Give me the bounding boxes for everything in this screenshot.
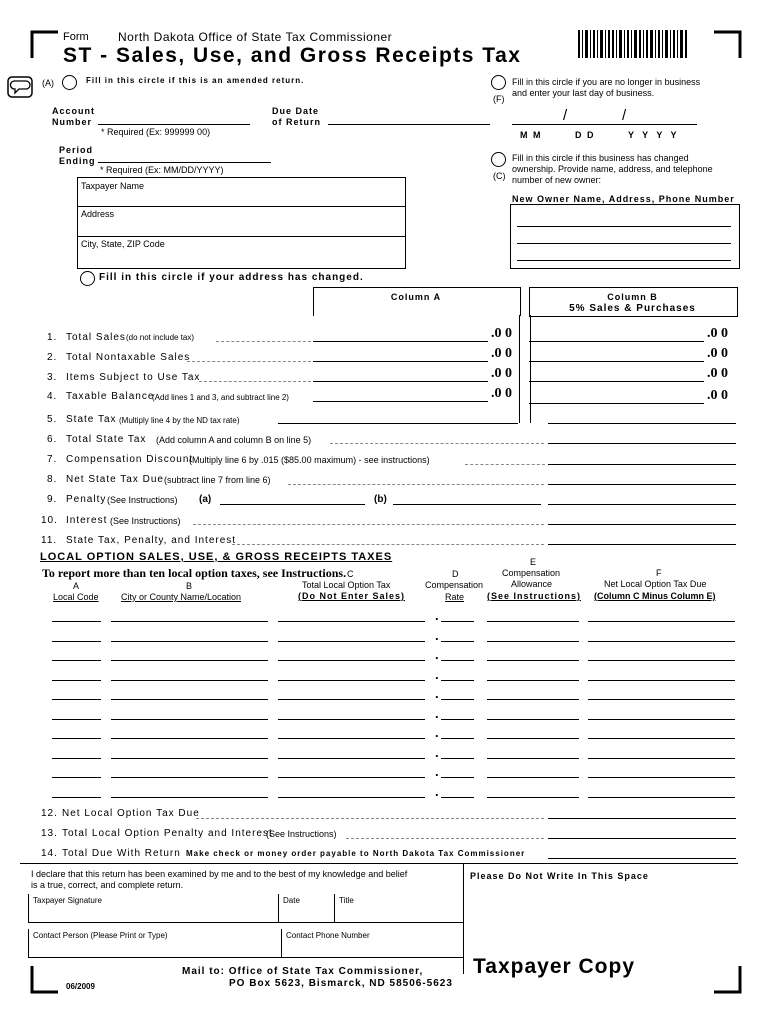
local-tax-input[interactable] xyxy=(278,621,425,622)
location-input[interactable] xyxy=(111,621,268,622)
col-f-letter: F xyxy=(656,568,662,578)
line-14-note: Make check or money order payable to North Dakota Tax Commissioner xyxy=(186,849,526,858)
form-title: ST - Sales, Use, and Gross Receipts Tax xyxy=(63,44,522,67)
declaration-text-1: I declare that this return has been examined by me and to the best of my knowledge and belief xyxy=(31,869,408,879)
local-tax-input[interactable] xyxy=(278,719,425,720)
form-version: 06/2009 xyxy=(66,982,95,991)
rate-decimal-point: . xyxy=(435,667,439,682)
barcode xyxy=(578,30,690,58)
col-d-label-2: Rate xyxy=(445,592,465,602)
circle-c-label: (C) xyxy=(493,171,506,181)
line-9-label: Penalty xyxy=(66,494,107,505)
taxpayer-box-divider-1 xyxy=(77,206,405,207)
compensation-allowance-input[interactable] xyxy=(487,719,579,720)
col-a-letter: A xyxy=(73,581,80,591)
line-14-num: 14. xyxy=(41,848,58,859)
local-code-input[interactable] xyxy=(52,758,101,759)
line-8-num: 8. xyxy=(47,474,58,485)
col-d-label-1: Compensation xyxy=(425,580,484,590)
line-6-note: (Add column A and column B on line 5) xyxy=(156,435,312,445)
local-tax-input[interactable] xyxy=(278,797,425,798)
col-f-label-1: Net Local Option Tax Due xyxy=(604,579,707,589)
corner-mark-bottom-right xyxy=(712,964,742,994)
location-input[interactable] xyxy=(111,797,268,798)
ownership-change-circle[interactable] xyxy=(491,152,506,167)
line-10-note: (See Instructions) xyxy=(110,516,181,526)
location-input[interactable] xyxy=(111,660,268,661)
account-number-input[interactable] xyxy=(98,124,250,125)
circle-f-label: (F) xyxy=(493,94,505,104)
compensation-allowance-input[interactable] xyxy=(487,738,579,739)
line-12-label: Net Local Option Tax Due xyxy=(62,808,200,819)
city-state-zip-label[interactable]: City, State, ZIP Code xyxy=(81,239,165,249)
column-b-label: Column B xyxy=(607,292,658,302)
local-code-input[interactable] xyxy=(52,621,101,622)
compensation-allowance-input[interactable] xyxy=(487,797,579,798)
new-owner-label: New Owner Name, Address, Phone Number xyxy=(512,194,735,204)
agency-name: North Dakota Office of State Tax Commissioner xyxy=(118,30,393,44)
line-10-input[interactable] xyxy=(548,524,736,525)
line-2-col-b-input[interactable] xyxy=(529,361,704,362)
col-c-label-1: Total Local Option Tax xyxy=(302,580,391,590)
line-3-col-b-cents: .0 0 xyxy=(707,366,728,381)
address-changed-circle[interactable] xyxy=(80,271,95,286)
line-1-col-a-cents: .0 0 xyxy=(491,326,512,341)
rate-decimal-point: . xyxy=(435,647,439,662)
line-14-label: Total Due With Return xyxy=(62,848,181,859)
line-2-col-a-cents: .0 0 xyxy=(491,346,512,361)
date-slash-1: / xyxy=(563,107,568,124)
contact-left-border xyxy=(28,929,29,957)
line-13-input[interactable] xyxy=(548,838,736,839)
line-1-col-b-cents: .0 0 xyxy=(707,326,728,341)
local-code-input[interactable] xyxy=(52,641,101,642)
local-tax-input[interactable] xyxy=(278,758,425,759)
net-local-tax-input[interactable] xyxy=(588,719,735,720)
last-business-day-input[interactable] xyxy=(512,124,697,125)
contact-divider xyxy=(281,929,282,957)
line-13-num: 13. xyxy=(41,828,58,839)
line-3-label: Items Subject to Use Tax xyxy=(66,372,201,383)
circle-a-label: (A) xyxy=(42,78,54,88)
location-input[interactable] xyxy=(111,738,268,739)
line-7-input[interactable] xyxy=(548,464,736,465)
line-1-col-a-input[interactable] xyxy=(313,341,488,342)
rate-decimal-point: . xyxy=(435,745,439,760)
rate-decimal-point: . xyxy=(435,686,439,701)
signature-label: Taxpayer Signature xyxy=(33,896,102,905)
location-input[interactable] xyxy=(111,699,268,700)
declaration-text-2: is a true, correct, and complete return. xyxy=(31,880,184,890)
line-5-col-a-input[interactable] xyxy=(278,423,518,424)
line-3-num: 3. xyxy=(47,372,58,383)
line-1-label: Total Sales xyxy=(66,332,126,343)
net-local-tax-input[interactable] xyxy=(588,758,735,759)
line-7-label: Compensation Discount xyxy=(66,454,194,465)
compensation-rate-input[interactable] xyxy=(441,641,474,642)
date-slash-2: / xyxy=(622,107,627,124)
col-e-label-2: Allowance xyxy=(511,579,553,589)
line-6-num: 6. xyxy=(47,434,58,445)
line-13-note: (See Instructions) xyxy=(266,829,337,839)
sig-date-divider xyxy=(278,894,279,922)
line-1-col-b-input[interactable] xyxy=(529,341,704,342)
mm-hint: M M xyxy=(520,130,541,140)
local-tax-input[interactable] xyxy=(278,660,425,661)
corner-mark-top-left xyxy=(30,30,60,60)
mail-to-line-1: Mail to: Office of State Tax Commissioner, xyxy=(182,966,424,977)
line-6-input[interactable] xyxy=(548,443,736,444)
local-code-input[interactable] xyxy=(52,699,101,700)
date-label: Date xyxy=(283,896,300,905)
line-13-label: Total Local Option Penalty and Interest xyxy=(62,828,273,839)
new-owner-line-3[interactable] xyxy=(517,260,731,261)
period-label-2: Ending xyxy=(59,156,96,166)
col-f-label-2: (Column C Minus Column E) xyxy=(594,591,716,601)
corner-mark-bottom-left xyxy=(30,964,60,994)
local-code-input[interactable] xyxy=(52,680,101,681)
contact-phone-label: Contact Phone Number xyxy=(286,931,370,940)
ownership-text-1: Fill in this circle if this business has changed xyxy=(512,153,689,163)
line-4-col-b-cents: .0 0 xyxy=(707,388,728,403)
local-code-input[interactable] xyxy=(52,777,101,778)
col-b-label: City or County Name/Location xyxy=(121,592,242,602)
period-note: * Required (Ex: MM/DD/YYYY) xyxy=(100,165,224,175)
line-8-note: (subtract line 7 from line 6) xyxy=(164,475,271,485)
taxpayer-box-divider-2 xyxy=(77,236,405,237)
line-4-col-a-cents: .0 0 xyxy=(491,386,512,401)
local-tax-input[interactable] xyxy=(278,738,425,739)
rate-decimal-point: . xyxy=(435,784,439,799)
ownership-text-3: number of new owner: xyxy=(512,175,602,185)
line-3-leader xyxy=(199,381,311,382)
compensation-rate-input[interactable] xyxy=(441,738,474,739)
local-tax-input[interactable] xyxy=(278,777,425,778)
line-9-note: (See Instructions) xyxy=(107,495,178,505)
line-1-num: 1. xyxy=(47,332,58,343)
account-label-2: Number xyxy=(52,117,93,127)
compensation-allowance-input[interactable] xyxy=(487,699,579,700)
line-5-note: (Multiply line 4 by the ND tax rate) xyxy=(119,416,240,425)
compensation-allowance-input[interactable] xyxy=(487,621,579,622)
due-date-label-1: Due Date xyxy=(272,106,320,116)
line-13-leader xyxy=(346,838,544,839)
amended-return-circle[interactable] xyxy=(62,75,77,90)
taxpayer-copy-label: Taxpayer Copy xyxy=(473,955,635,978)
line-4-note: (Add lines 1 and 3, and subtract line 2) xyxy=(152,393,289,402)
penalty-b-input[interactable] xyxy=(393,504,541,505)
net-local-tax-input[interactable] xyxy=(588,680,735,681)
penalty-a-label: (a) xyxy=(199,494,212,505)
form-label: Form xyxy=(63,31,89,43)
title-label: Title xyxy=(339,896,354,905)
column-b-sub: 5% Sales & Purchases xyxy=(569,303,696,314)
line-2-label: Total Nontaxable Sales xyxy=(66,352,191,363)
line-11-input[interactable] xyxy=(548,544,736,545)
new-owner-line-1[interactable] xyxy=(517,226,731,227)
rate-decimal-point: . xyxy=(435,764,439,779)
line-11-leader xyxy=(232,544,544,545)
net-local-tax-input[interactable] xyxy=(588,621,735,622)
period-ending-input[interactable] xyxy=(98,162,271,163)
location-input[interactable] xyxy=(111,641,268,642)
line-4-label: Taxable Balance xyxy=(66,391,155,402)
compensation-rate-input[interactable] xyxy=(441,797,474,798)
period-label-1: Period xyxy=(59,145,94,155)
date-title-divider xyxy=(334,894,335,922)
penalty-b-label: (b) xyxy=(374,494,387,505)
compensation-allowance-input[interactable] xyxy=(487,758,579,759)
col-a-label: Local Code xyxy=(53,592,99,602)
line-7-note: (Multiply line 6 by .015 ($85.00 maximum) - see instructions) xyxy=(189,455,430,465)
mail-to-line-2: PO Box 5623, Bismarck, ND 58506-5623 xyxy=(229,978,453,989)
net-local-tax-input[interactable] xyxy=(588,641,735,642)
local-tax-input[interactable] xyxy=(278,699,425,700)
line-8-label: Net State Tax Due xyxy=(66,474,164,485)
dd-hint: D D xyxy=(575,130,594,140)
penalty-a-input[interactable] xyxy=(220,504,365,505)
net-local-tax-input[interactable] xyxy=(588,777,735,778)
out-of-business-text-1: Fill in this circle if you are no longer in business xyxy=(512,77,701,87)
local-tax-input[interactable] xyxy=(278,641,425,642)
col-c-label-2: (Do Not Enter Sales) xyxy=(298,591,406,601)
local-tax-input[interactable] xyxy=(278,680,425,681)
amended-return-text: Fill in this circle if this is an amended return. xyxy=(86,76,305,85)
net-local-tax-input[interactable] xyxy=(588,699,735,700)
line-1-leader xyxy=(216,341,311,342)
compensation-rate-input[interactable] xyxy=(441,777,474,778)
rate-decimal-point: . xyxy=(435,706,439,721)
location-input[interactable] xyxy=(111,680,268,681)
local-code-input[interactable] xyxy=(52,738,101,739)
line-2-leader xyxy=(187,361,311,362)
account-label-1: Account xyxy=(52,106,95,116)
line-1-note: (do not include tax) xyxy=(126,333,195,342)
line-7-num: 7. xyxy=(47,454,58,465)
line-8-input[interactable] xyxy=(548,484,736,485)
due-date-input[interactable] xyxy=(328,124,490,125)
out-of-business-circle[interactable] xyxy=(491,75,506,90)
line-5-label: State Tax xyxy=(66,414,117,425)
local-code-input[interactable] xyxy=(52,719,101,720)
line-14-input[interactable] xyxy=(548,858,736,859)
compensation-allowance-input[interactable] xyxy=(487,777,579,778)
col-e-label-1: Compensation xyxy=(502,568,561,578)
col-b-letter: B xyxy=(186,581,193,591)
taxpayer-name-label[interactable]: Taxpayer Name xyxy=(81,181,145,191)
signature-input[interactable] xyxy=(28,922,463,923)
account-note: * Required (Ex: 999999 00) xyxy=(101,127,211,137)
line-3-col-a-input[interactable] xyxy=(313,381,488,382)
col-d-letter: D xyxy=(452,569,459,579)
line-5-col-b-input[interactable] xyxy=(548,423,736,424)
contact-person-label: Contact Person (Please Print or Type) xyxy=(33,931,168,940)
compensation-allowance-input[interactable] xyxy=(487,680,579,681)
line-2-num: 2. xyxy=(47,352,58,363)
address-label[interactable]: Address xyxy=(81,209,115,219)
compensation-rate-input[interactable] xyxy=(441,719,474,720)
rate-decimal-point: . xyxy=(435,628,439,643)
out-of-business-text-2: and enter your last day of business. xyxy=(512,88,655,98)
column-separator xyxy=(519,315,531,423)
ownership-text-2: ownership. Provide name, address, and telephone xyxy=(512,164,713,174)
due-date-label-2: of Return xyxy=(272,117,321,127)
compensation-rate-input[interactable] xyxy=(441,758,474,759)
no-write-label: Please Do Not Write In This Space xyxy=(470,871,649,881)
line-4-col-a-input[interactable] xyxy=(313,401,488,402)
speech-bubble-icon xyxy=(7,76,33,98)
no-write-divider xyxy=(463,864,464,974)
column-a-label: Column A xyxy=(390,292,442,302)
line-4-num: 4. xyxy=(47,391,58,402)
col-e-label-3: (See Instructions) xyxy=(487,591,582,601)
line-10-num: 10. xyxy=(41,515,58,526)
compensation-allowance-input[interactable] xyxy=(487,660,579,661)
sig-left-border xyxy=(28,894,29,922)
line-11-label: State Tax, Penalty, and Interest xyxy=(66,535,237,546)
contact-person-input[interactable] xyxy=(28,957,463,958)
line-10-label: Interest xyxy=(66,515,108,526)
compensation-rate-input[interactable] xyxy=(441,699,474,700)
line-11-num: 11. xyxy=(41,535,58,546)
line-5-num: 5. xyxy=(47,414,58,425)
declaration-top-rule xyxy=(20,863,738,864)
net-local-tax-input[interactable] xyxy=(588,738,735,739)
line-3-col-a-cents: .0 0 xyxy=(491,366,512,381)
line-3-col-b-input[interactable] xyxy=(529,381,704,382)
local-code-input[interactable] xyxy=(52,660,101,661)
local-option-subheading: To report more than ten local option taxes, see Instructions. xyxy=(42,566,347,580)
yyyy-hint: Y Y Y Y xyxy=(628,130,677,140)
line-2-col-b-cents: .0 0 xyxy=(707,346,728,361)
line-9-input[interactable] xyxy=(548,504,736,505)
line-4-col-b-input[interactable] xyxy=(529,403,704,404)
compensation-allowance-input[interactable] xyxy=(487,641,579,642)
rate-decimal-point: . xyxy=(435,608,439,623)
line-8-leader xyxy=(288,484,544,485)
line-12-num: 12. xyxy=(41,808,58,819)
location-input[interactable] xyxy=(111,719,268,720)
line-12-leader xyxy=(196,818,544,819)
compensation-rate-input[interactable] xyxy=(441,660,474,661)
net-local-tax-input[interactable] xyxy=(588,660,735,661)
line-6-label: Total State Tax xyxy=(66,434,147,445)
line-2-col-a-input[interactable] xyxy=(313,361,488,362)
line-7-leader xyxy=(465,464,545,465)
rate-decimal-point: . xyxy=(435,725,439,740)
location-input[interactable] xyxy=(111,777,268,778)
local-option-heading: LOCAL OPTION SALES, USE, & GROSS RECEIPTS TAXES xyxy=(40,551,393,563)
line-6-leader xyxy=(330,443,544,444)
local-code-input[interactable] xyxy=(52,797,101,798)
compensation-rate-input[interactable] xyxy=(441,680,474,681)
new-owner-line-2[interactable] xyxy=(517,243,731,244)
net-local-tax-input[interactable] xyxy=(588,797,735,798)
corner-mark-top-right xyxy=(712,30,742,60)
line-10-leader xyxy=(193,524,544,525)
address-changed-text: Fill in this circle if your address has changed. xyxy=(99,272,364,283)
col-c-letter: C xyxy=(347,569,354,579)
line-12-input[interactable] xyxy=(548,818,736,819)
col-e-letter: E xyxy=(530,557,537,567)
location-input[interactable] xyxy=(111,758,268,759)
compensation-rate-input[interactable] xyxy=(441,621,474,622)
line-9-num: 9. xyxy=(47,494,58,505)
